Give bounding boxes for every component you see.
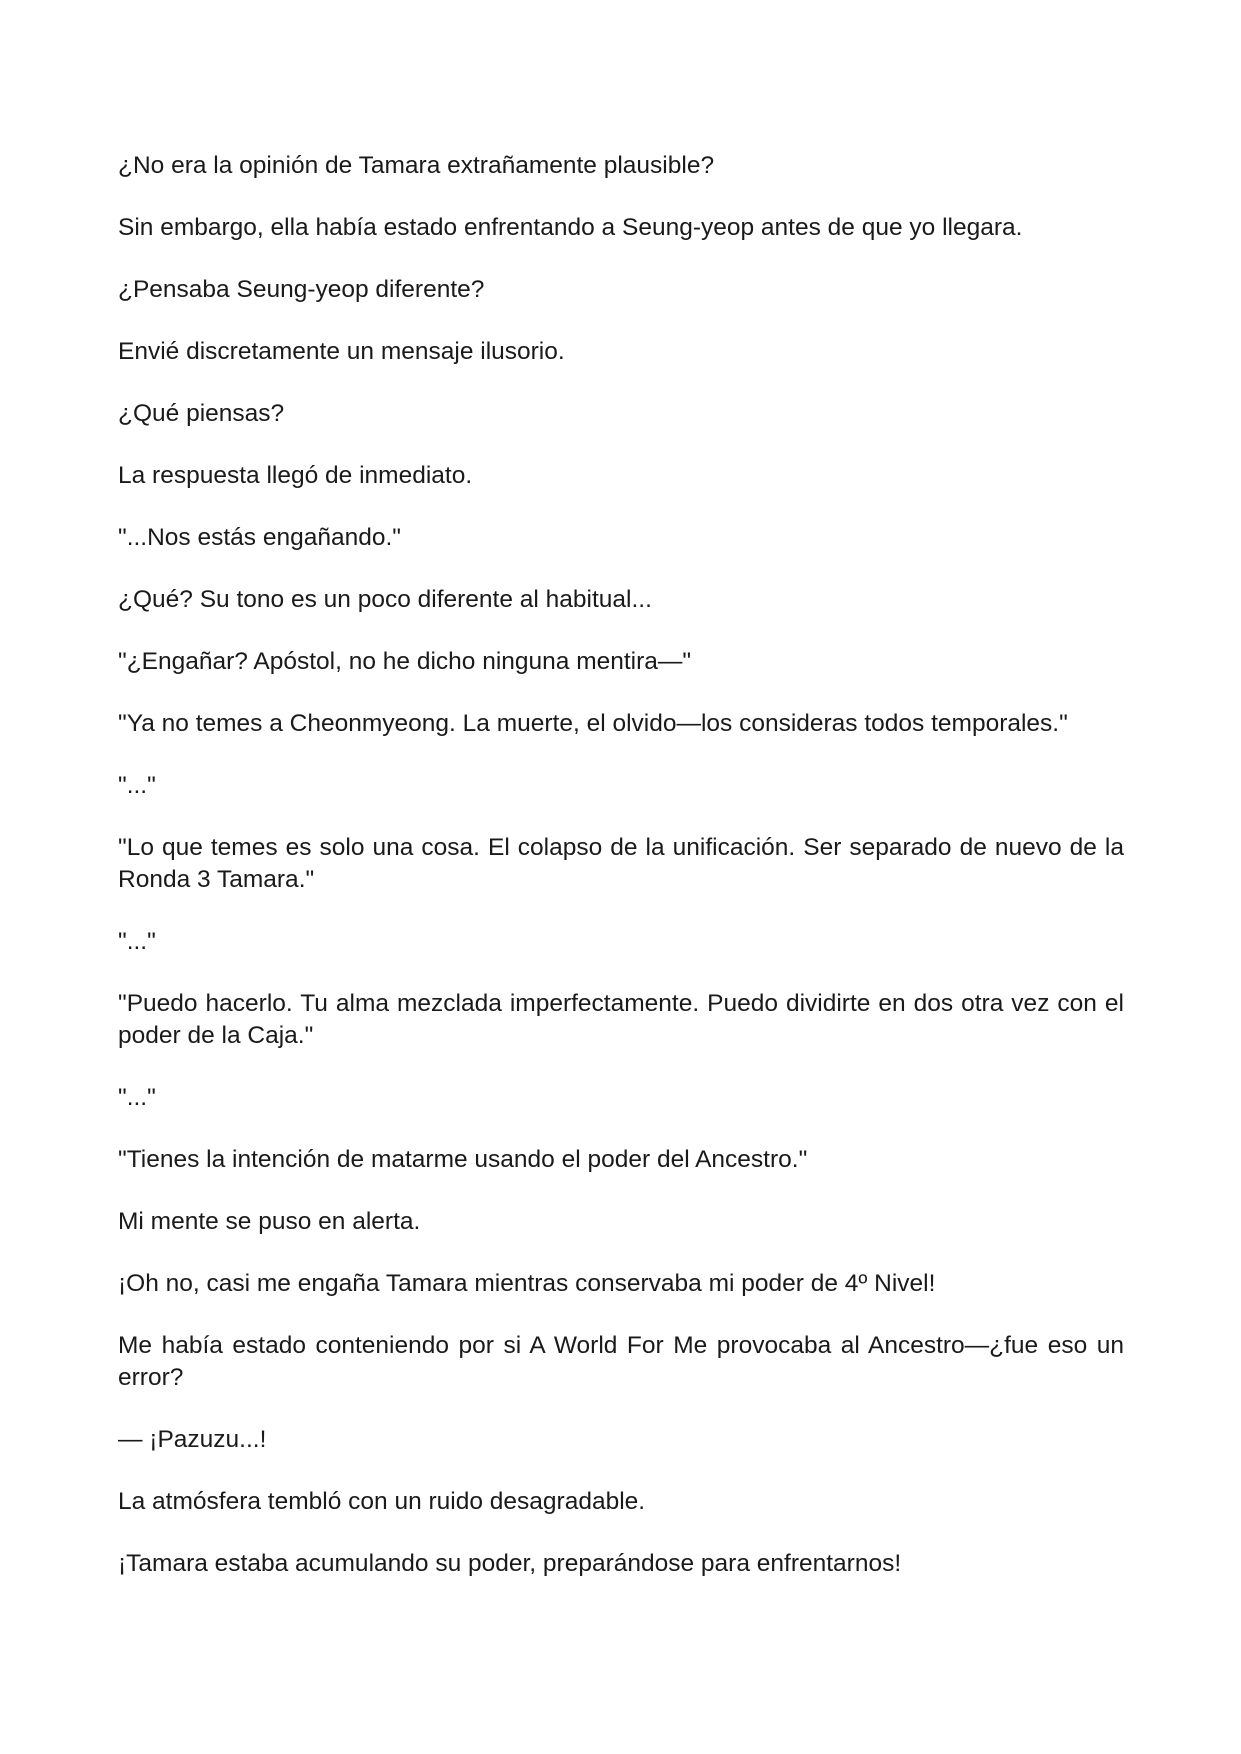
paragraph: ¡Tamara estaba acumulando su poder, preparándose para enfrentarnos! [118, 1550, 902, 1577]
paragraph: "Tienes la intención de matarme usando el poder del Ancestro." [118, 1146, 808, 1173]
paragraph: "..." [118, 772, 156, 799]
paragraph: "..." [118, 928, 156, 955]
paragraph: ¿Qué? Su tono es un poco diferente al habitual... [118, 586, 652, 613]
paragraph: "...Nos estás engañando." [118, 524, 401, 551]
document-page [118, 150, 1124, 1610]
paragraph: Sin embargo, ella había estado enfrentando a Seung-yeop antes de que yo llegara. [118, 214, 1023, 241]
paragraph: ¡Oh no, casi me engaña Tamara mientras conservaba mi poder de 4º Nivel! [118, 1270, 936, 1297]
paragraph: "Lo que temes es solo una cosa. El colapso de la unificación. Ser separado de nuevo de la Ronda 3 Tamara." [118, 834, 1124, 893]
paragraph: Me había estado conteniendo por si A World For Me provocaba al Ancestro—¿fue eso un error? [118, 1332, 1124, 1391]
paragraph: La respuesta llegó de inmediato. [118, 462, 473, 489]
paragraph: ¿Qué piensas? [118, 400, 285, 427]
paragraph: "Ya no temes a Cheonmyeong. La muerte, el olvido—los consideras todos temporales." [118, 710, 1068, 737]
paragraph: Mi mente se puso en alerta. [118, 1208, 421, 1235]
paragraph: "..." [118, 1084, 156, 1111]
paragraph: ¿Pensaba Seung-yeop diferente? [118, 276, 485, 303]
paragraph: "¿Engañar? Apóstol, no he dicho ninguna mentira—" [118, 648, 692, 675]
paragraph: — ¡Pazuzu...! [118, 1426, 267, 1453]
paragraph: "Puedo hacerlo. Tu alma mezclada imperfectamente. Puedo dividirte en dos otra vez con el poder de la Caja." [118, 990, 1124, 1049]
paragraph: ¿No era la opinión de Tamara extrañamente plausible? [118, 152, 715, 179]
paragraph: La atmósfera tembló con un ruido desagradable. [118, 1488, 646, 1515]
paragraph: Envié discretamente un mensaje ilusorio. [118, 338, 565, 365]
